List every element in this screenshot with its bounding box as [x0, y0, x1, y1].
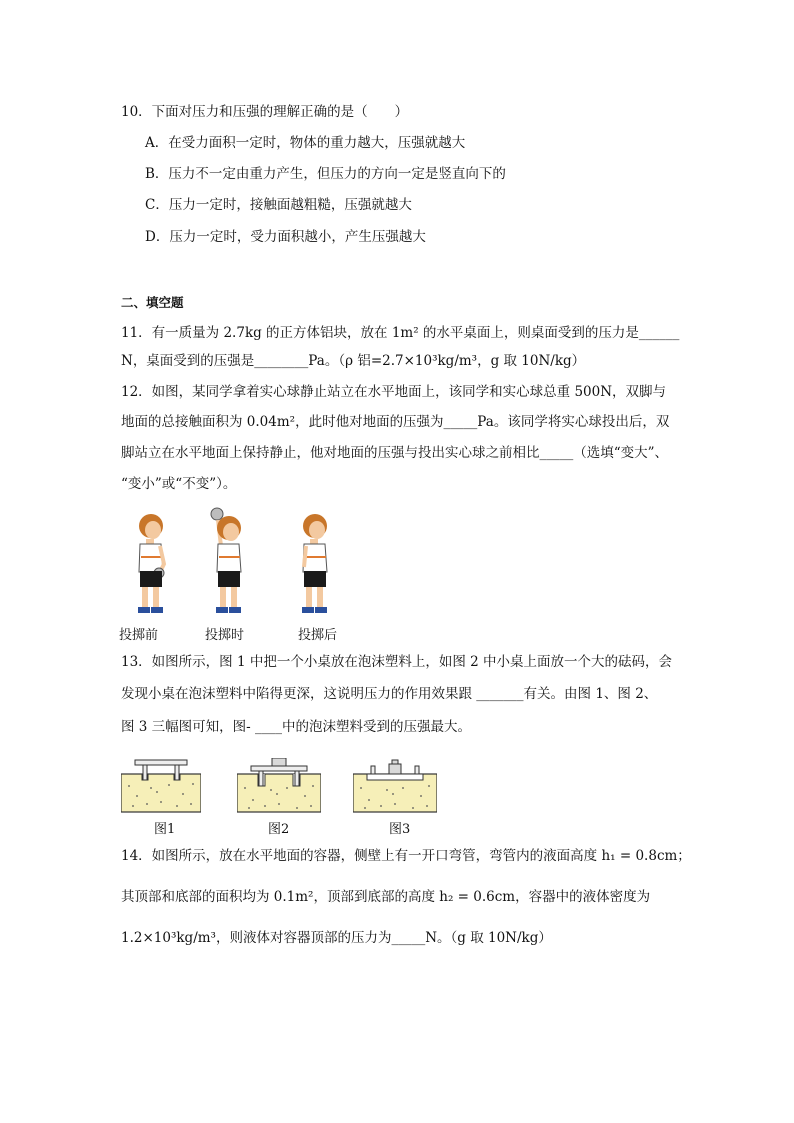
q12-line-2: 地面的总接触面积为 0.04m²，此时他对地面的压强为_____Pa。该同学将实心球投出后，双 — [121, 414, 670, 430]
foam-figure-2 — [237, 758, 321, 814]
q10-option-b: B．压力不一定由重力产生，但压力的方向一定是竖直向下的 — [145, 166, 506, 182]
caption-figure-3: 图3 — [389, 822, 411, 837]
q11-line-2: N，桌面受到的压强是________Pa。（ρ 铝=2.7×10³kg/m³，g 取 10N/kg） — [121, 353, 586, 369]
student-before-throw-figure — [128, 512, 178, 618]
q12-line-3: 脚站立在水平地面上保持静止，他对地面的压强与投出实心球之前相比_____（选填“变大”、 — [121, 445, 669, 461]
student-after-throw-figure — [292, 512, 342, 618]
caption-during-throw: 投掷时 — [205, 628, 245, 643]
student-during-throw-figure — [205, 506, 255, 618]
q14-line-2: 其顶部和底部的面积均为 0.1m²，顶部到底部的高度 h₂ = 0.6cm，容器中的液体密度为 — [121, 889, 651, 905]
caption-before-throw: 投掷前 — [119, 628, 159, 643]
q13-line-1: 13．如图所示，图 1 中把一个小桌放在泡沫塑料上，如图 2 中小桌上面放一个大的砝码，会 — [121, 654, 673, 670]
caption-figure-2: 图2 — [268, 822, 290, 837]
section-heading-fill-in: 二、填空题 — [121, 295, 184, 310]
foam-figure-3 — [353, 758, 437, 814]
caption-after-throw: 投掷后 — [298, 628, 338, 643]
q10-option-a: A．在受力面积一定时，物体的重力越大，压强就越大 — [145, 135, 466, 151]
q10-option-d: D．压力一定时，受力面积越小，产生压强越大 — [145, 229, 426, 245]
q14-line-3: 1.2×10³kg/m³，则液体对容器顶部的压力为_____N。（g 取 10N/kg） — [121, 930, 552, 946]
q12-line-1: 12．如图，某同学拿着实心球静止站立在水平地面上，该同学和实心球总重 500N，双脚与 — [121, 384, 667, 400]
q13-line-3: 图 3 三幅图可知，图- ____中的泡沫塑料受到的压强最大。 — [121, 719, 472, 735]
q11-line-1: 11．有一质量为 2.7kg 的正方体铝块，放在 1m² 的水平桌面上，则桌面受到的压力是______ — [121, 325, 680, 341]
caption-figure-1: 图1 — [154, 822, 176, 837]
q10-option-c: C．压力一定时，接触面越粗糙，压强就越大 — [145, 197, 412, 213]
q12-line-4: “变小”或“不变”）。 — [121, 476, 237, 492]
q14-line-1: 14．如图所示，放在水平地面的容器，侧壁上有一开口弯管，弯管内的液面高度 h₁ = 0.8cm； — [121, 848, 691, 864]
foam-figure-1 — [121, 758, 201, 814]
q10-stem: 10．下面对压力和压强的理解正确的是（ ） — [121, 104, 409, 120]
q13-line-2: 发现小桌在泡沫塑料中陷得更深，这说明压力的作用效果跟 _______有关。由图 1、图 2、 — [121, 686, 658, 702]
